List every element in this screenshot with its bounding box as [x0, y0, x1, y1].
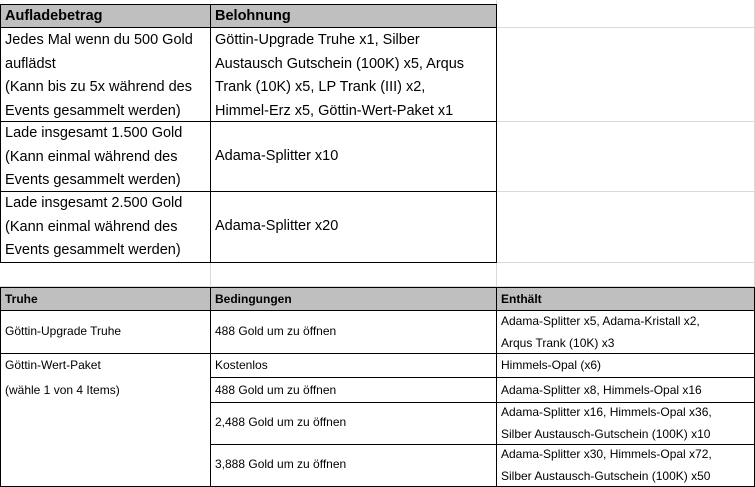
header-text: Bedingungen — [215, 292, 292, 306]
header-cell-aufladebetrag — [0, 4, 210, 28]
header-text: Belohnung — [215, 8, 291, 24]
header-text: Truhe — [5, 292, 38, 306]
cell-text: auflädst — [5, 55, 56, 72]
grid-line — [497, 191, 755, 192]
table-row-condition — [210, 311, 497, 354]
cell-text: (Kann einmal während des — [5, 218, 178, 235]
cell-text: Kostenlos — [215, 358, 268, 372]
cell-text: Göttin-Upgrade Truhe — [5, 324, 122, 338]
cell-text: Göttin-Upgrade Truhe x1, Silber — [215, 32, 420, 48]
cell-text: Adama-Splitter x8, Himmels-Opal x16 — [501, 383, 702, 397]
table-row-amount — [0, 121, 210, 192]
header-cell-enthaelt — [496, 287, 755, 311]
cell-text: Himmels-Opal (x6) — [501, 358, 602, 372]
cell-text: Silber Austausch-Gutschein (100K) x10 — [501, 426, 711, 441]
grid-line — [210, 262, 211, 286]
table-row-chest — [0, 378, 210, 403]
table-row-contents — [496, 311, 755, 354]
cell-text: (wähle 1 von 4 Items) — [5, 383, 120, 397]
cell-text: Events gesammelt werden) — [5, 102, 181, 119]
table-row-reward — [210, 191, 497, 263]
cell-text: Silber Austausch-Gutschein (100K) x50 — [501, 468, 711, 483]
table-row-chest — [0, 311, 210, 354]
grid-line — [497, 27, 755, 28]
table-row-contents — [496, 354, 755, 378]
cell-text: Adama-Splitter x16, Himmels-Opal x36, — [501, 405, 712, 419]
grid-line — [497, 121, 755, 122]
table-row-reward — [210, 28, 497, 122]
cell-text: Göttin-Wert-Paket — [5, 358, 101, 372]
table-row-condition — [210, 354, 497, 378]
cell-text: Adama-Splitter x30, Himmels-Opal x72, — [501, 447, 712, 461]
cell-text: (Kann bis zu 5x während des — [5, 79, 192, 96]
cell-text: Events gesammelt werden) — [5, 242, 181, 259]
table-row-chest — [0, 444, 210, 487]
header-cell-bedingungen — [210, 287, 497, 311]
table-row-chest — [0, 354, 210, 378]
table-row-contents — [496, 444, 755, 487]
cell-text: Austausch Gutschein (100K) x5, Arqus — [215, 55, 465, 72]
table-row-condition — [210, 378, 497, 403]
cell-text: Lade insgesamt 2.500 Gold — [5, 195, 183, 211]
table-row-chest — [0, 402, 210, 445]
header-cell-belohnung — [210, 4, 497, 28]
cell-text: 3,888 Gold um zu öffnen — [215, 457, 347, 471]
cell-text: Adama-Splitter x10 — [215, 148, 339, 164]
cell-text: Trank (10K) x5, LP Trank (III) x2, — [215, 79, 426, 96]
table-row-condition — [210, 444, 497, 487]
header-text: Aufladebetrag — [5, 8, 103, 24]
table-row-amount — [0, 191, 210, 263]
table-row-condition — [210, 402, 497, 445]
cell-text: 488 Gold um zu öffnen — [215, 383, 337, 397]
table-row-contents — [496, 402, 755, 445]
header-text: Enthält — [501, 292, 542, 306]
table-row-amount — [0, 28, 210, 122]
cell-text: (Kann einmal während des — [5, 148, 178, 165]
table-row-contents — [496, 378, 755, 403]
cell-text: Adama-Splitter x5, Adama-Kristall x2, — [501, 314, 700, 328]
cell-text: 2,488 Gold um zu öffnen — [215, 415, 347, 429]
cell-text: Arqus Trank (10K) x3 — [501, 335, 615, 350]
cell-text: Himmel-Erz x5, Göttin-Wert-Paket x1 — [215, 102, 454, 119]
header-cell-truhe — [0, 287, 210, 311]
cell-text: Events gesammelt werden) — [5, 172, 181, 189]
cell-text: Adama-Splitter x20 — [215, 218, 339, 234]
cell-text: Jedes Mal wenn du 500 Gold — [5, 32, 193, 48]
cell-text: 488 Gold um zu öffnen — [215, 324, 337, 338]
cell-text: Lade insgesamt 1.500 Gold — [5, 125, 183, 141]
table-row-reward — [210, 121, 497, 192]
